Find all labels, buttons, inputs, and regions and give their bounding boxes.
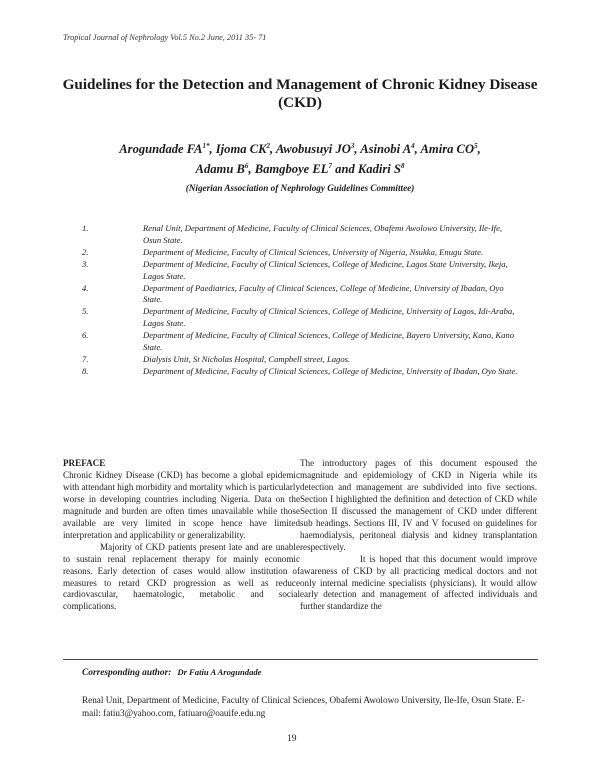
footnote-divider xyxy=(63,659,538,660)
body-paragraph: The introductory pages of this document espoused the magnitude and epidemiology of CKD in Nigeria while its detection and management are subdivided into five sections. Section I highlighted the definition and detection of CKD while Section II discussed the management of CKD under different sub headings. Sections III, IV and V focused on guidelines for haemodialysis, peritoneal dialysis and kidney transplantation respectively. xyxy=(300,458,537,552)
affiliation-item: 6. Department of Medicine, Faculty of Clinical Sciences, College of Medicine, Bayero University, Kano, Kano State. xyxy=(82,330,515,353)
corresponding-author xyxy=(82,667,262,678)
author-name: Bamgboye $EL^7$ and xyxy=(254,162,358,177)
body-column-left xyxy=(63,458,300,613)
affiliation-list xyxy=(82,223,522,378)
body-column-right xyxy=(300,458,537,613)
affiliation-item: 4. Department of Paediatrics, Faculty of Clinical Sciences, College of Medicine, University of Ibadan, Oyo State. xyxy=(82,282,504,305)
corresponding-label: Corresponding author: xyxy=(82,668,172,678)
author-name: Ijoma $CK^2$, xyxy=(215,142,276,157)
corresponding-address: Renal Unit, Department of Medicine, Faculty of Clinical Sciences, Obafemi Awolowo University, Ile-Ife, Osun State. E-mail: fatiu3@yahoo.com, fatiuaro@oauife.edu.ng xyxy=(82,695,525,718)
committee-note: (Nigerian Association of Nephrology Guidelines Committee) xyxy=(185,183,415,193)
corresponding-name: Dr Fatiu A Arogundade xyxy=(177,667,262,677)
author-name: Awobusuyi $JO^3$, xyxy=(275,142,361,157)
journal-header: Tropical Journal of Nephrology Vol.5 No.2 June, 2011 35- 71 xyxy=(63,33,267,42)
page-number: 19 xyxy=(287,734,297,744)
affiliation-item: 1. Renal Unit, Department of Medicine, Faculty of Clinical Sciences, Obafemi Awolowo University, Ile-Ife, Osun State. xyxy=(82,223,503,245)
body-paragraph: Chronic Kidney Disease (CKD) has become a global epidemic with attendant high morbidity and mortality which is particularly worse in developing countries including Nigeria. Data on the magnitude and burden are often times unavailable while those available are very limited in scope hence have limited interpretation and applicability or generalizability. xyxy=(63,469,300,540)
author-name: Amira $CO^5$, xyxy=(420,142,481,157)
author-name: Kadiri $S^8$ xyxy=(357,162,405,177)
body-paragraph: Majority of CKD patients present late and are unable to sustain renal replacement therapy for mainly economic reasons. Early detection of cases would allow institution of measures to retard CKD progression as well as reduce cardiovascular, haematologic, metabolic and social complications. xyxy=(63,541,300,612)
affiliation-item: 7. Dialysis Unit, St Nicholas Hospital, Campbell street, Lagos. xyxy=(82,353,351,364)
affiliation-item: 8. Department of Medicine, Faculty of Clinical Sciences, College of Medicine, University of Ibadan, Oyo State. xyxy=(82,365,518,376)
author-name: Asinobi $A^4$, xyxy=(360,142,421,157)
affiliation-item: 5. Department of Medicine, Faculty of Clinical Sciences, College of Medicine, University of Lagos, Idi-Araba, Lagos State. xyxy=(82,306,515,329)
affiliation-item: 3. Department of Medicine, Faculty of Clinical Sciences, College of Medicine, Lagos State University, Ikeja, Lagos State. xyxy=(82,258,508,281)
section-heading: PREFACE xyxy=(63,458,106,468)
author-list xyxy=(60,138,540,178)
article-title: Guidelines for the Detection and Management of Chronic Kidney Disease (CKD) xyxy=(62,76,538,111)
affiliation-item: 2. Department of Medicine, Faculty of Clinical Sciences, University of Nigeria, Nsukka, Enugu State. xyxy=(82,246,484,257)
body-paragraph: It is hoped that this document would improve awareness of CKD by all practicing medical doctors and not only internal medicine specialists (physicians). It would allow early detection and management of affected individuals and further standardize the xyxy=(300,553,537,612)
author-name: Adamu $B^6$, xyxy=(195,162,255,177)
author-name: Arogundade $FA^{1*}$, xyxy=(119,142,216,157)
